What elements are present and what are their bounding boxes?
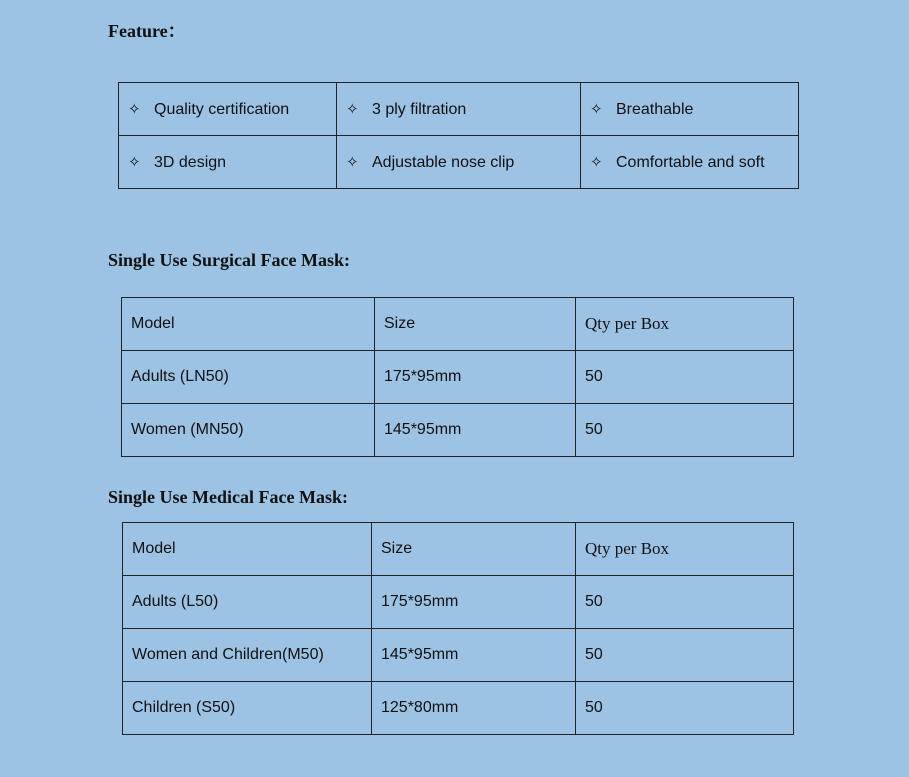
surgical-table	[121, 297, 794, 457]
table-header-row	[123, 523, 794, 576]
feature-label: Quality certification	[154, 100, 290, 118]
feature-heading: Feature：	[108, 21, 186, 41]
header-qty: Qty per Box	[576, 523, 794, 576]
header-model: Model	[122, 298, 375, 351]
table-row	[123, 682, 794, 735]
qty-cell: 50	[576, 682, 794, 735]
feature-row	[119, 83, 799, 136]
star-icon: ✧	[346, 152, 359, 171]
model-cell: Adults (L50)	[123, 576, 372, 629]
model-cell: Women (MN50)	[122, 404, 375, 457]
header-size: Size	[372, 523, 576, 576]
medical-table	[122, 522, 794, 735]
feature-label: 3D design	[154, 153, 227, 171]
table-row	[123, 629, 794, 682]
qty-cell: 50	[576, 629, 794, 682]
feature-label: Comfortable and soft	[616, 153, 765, 171]
size-cell: 145*95mm	[375, 404, 576, 457]
qty-cell: 50	[576, 351, 794, 404]
header-size: Size	[375, 298, 576, 351]
star-icon: ✧	[346, 99, 359, 118]
feature-cell	[581, 83, 799, 136]
header-qty: Qty per Box	[576, 298, 794, 351]
table-header-row	[122, 298, 794, 351]
star-icon: ✧	[590, 152, 603, 171]
surgical-heading: Single Use Surgical Face Mask:	[108, 250, 350, 270]
table-row	[123, 576, 794, 629]
header-model: Model	[123, 523, 372, 576]
size-cell: 145*95mm	[372, 629, 576, 682]
star-icon: ✧	[128, 152, 141, 171]
feature-cell	[119, 83, 337, 136]
feature-label: Breathable	[616, 100, 694, 118]
feature-cell	[119, 136, 337, 189]
feature-cell	[337, 136, 581, 189]
feature-cell	[337, 83, 581, 136]
model-cell: Children (S50)	[123, 682, 372, 735]
feature-row	[119, 136, 799, 189]
size-cell: 175*95mm	[375, 351, 576, 404]
feature-cell	[581, 136, 799, 189]
table-row	[122, 351, 794, 404]
feature-label: 3 ply filtration	[372, 100, 467, 118]
table-row	[122, 404, 794, 457]
model-cell: Women and Children(M50)	[123, 629, 372, 682]
qty-cell: 50	[576, 576, 794, 629]
size-cell: 175*95mm	[372, 576, 576, 629]
star-icon: ✧	[590, 99, 603, 118]
medical-heading: Single Use Medical Face Mask:	[108, 487, 348, 507]
feature-label: Adjustable nose clip	[372, 153, 515, 171]
star-icon: ✧	[128, 99, 141, 118]
qty-cell: 50	[576, 404, 794, 457]
model-cell: Adults (LN50)	[122, 351, 375, 404]
size-cell: 125*80mm	[372, 682, 576, 735]
feature-table	[118, 82, 799, 189]
